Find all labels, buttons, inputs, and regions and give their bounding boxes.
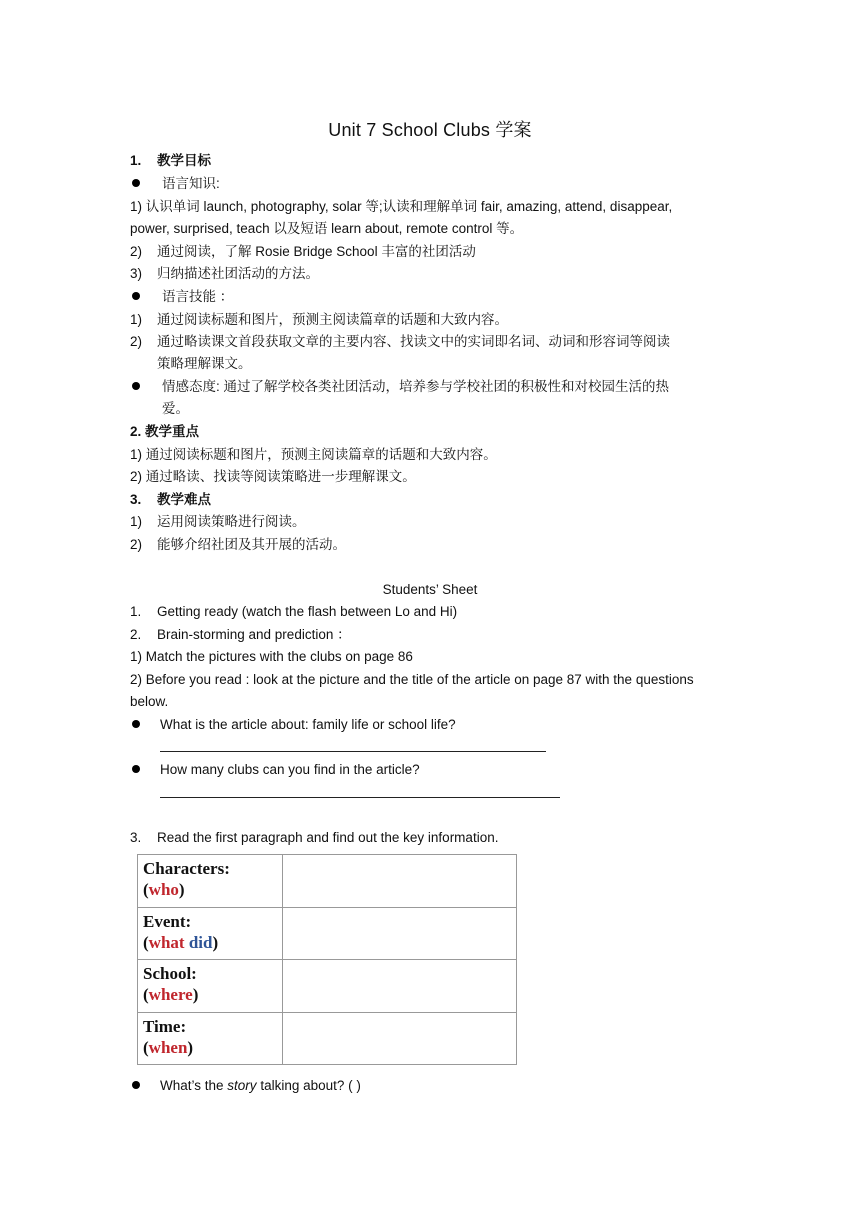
item-number: 1) xyxy=(130,312,143,327)
step-number: 3. xyxy=(130,830,142,845)
keyword: where xyxy=(148,985,193,1004)
step-text: Read the first paragraph and find out the key information. xyxy=(157,830,499,845)
difficulty-item xyxy=(130,536,346,554)
keyword: when xyxy=(148,1037,188,1057)
answer-line-2[interactable] xyxy=(160,797,560,798)
table-row xyxy=(138,1012,517,1065)
keyword: who xyxy=(148,880,179,899)
question-text: talking about? ( ) xyxy=(256,1078,361,1093)
section-title: 教学难点 xyxy=(157,492,211,507)
skill-item xyxy=(130,311,508,329)
paren: ) xyxy=(212,932,219,952)
keyword: what xyxy=(148,932,185,952)
row-label: Event: xyxy=(143,911,192,931)
row-label: Time: xyxy=(143,1016,187,1036)
paren: ) xyxy=(178,880,185,899)
students-sheet-title: Students’ Sheet xyxy=(382,582,478,597)
table-row xyxy=(138,907,517,960)
item-number: 1) xyxy=(130,514,143,529)
keyword-secondary: did xyxy=(188,932,213,952)
sheet-step-2-2: 2) Before you read : look at the picture and the title of the article on page 87 with the questions xyxy=(130,672,694,687)
bullet-icon xyxy=(130,1077,140,1087)
paren: ( xyxy=(143,932,149,952)
step-text: Brain-storming and prediction ： xyxy=(157,627,351,642)
sheet-step-1 xyxy=(130,603,457,621)
bullet-icon xyxy=(130,378,140,388)
answer-line-1[interactable] xyxy=(160,751,546,752)
item-text: 归纳描述社团活动的方法。 xyxy=(157,266,319,281)
item-number: 2) xyxy=(130,334,143,349)
row-label-cell xyxy=(138,1012,283,1065)
key-point-item: 2) 通过略读、找读等阅读策略进一步理解课文。 xyxy=(130,469,416,484)
skill-item-continued: 策略理解课文。 xyxy=(157,356,252,371)
language-knowledge-label: 语言知识: xyxy=(162,176,220,191)
question-emphasis: story xyxy=(227,1078,257,1093)
item-number: 2) xyxy=(130,537,143,552)
sheet-step-2-1: 1) Match the pictures with the clubs on page 86 xyxy=(130,649,413,664)
sheet-step-3 xyxy=(130,829,498,847)
paren: ( xyxy=(143,1037,149,1057)
page-title: Unit 7 School Clubs 学案 xyxy=(328,120,532,140)
item-text: 运用阅读策略进行阅读。 xyxy=(157,514,306,529)
section-number: 3. xyxy=(130,492,142,507)
item-number: 3) xyxy=(130,266,143,281)
objective-text: power, surprised, teach 以及短语 learn about, remote control 等。 xyxy=(130,221,524,236)
step-number: 1. xyxy=(130,604,142,619)
question-3 xyxy=(160,1077,361,1095)
attitude-text: 爱。 xyxy=(162,401,189,416)
row-label-cell xyxy=(138,907,283,960)
question-2: How many clubs can you find in the article? xyxy=(160,762,420,777)
table-row xyxy=(138,960,517,1013)
item-text: 通过阅读，了解 Rosie Bridge School 丰富的社团活动 xyxy=(157,244,476,259)
item-number: 2) xyxy=(130,244,143,259)
key-information-table xyxy=(137,854,517,1065)
sheet-step-2-2-continued: below. xyxy=(130,694,169,709)
paren: ( xyxy=(143,880,149,899)
paren: ) xyxy=(192,985,199,1004)
answer-cell[interactable] xyxy=(283,960,517,1013)
question-text: What’s the xyxy=(160,1078,228,1093)
question-1: What is the article about: family life or school life? xyxy=(160,717,456,732)
bullet-icon xyxy=(130,175,140,185)
item-text: 通过略读课文首段获取文章的主要内容、找读文中的实词即名词、动词和形容词等阅读 xyxy=(157,334,670,349)
skill-item xyxy=(130,333,670,351)
answer-cell[interactable] xyxy=(283,1012,517,1065)
table-row xyxy=(138,855,517,908)
row-label: School: xyxy=(143,964,197,983)
item-text: 能够介绍社团及其开展的活动。 xyxy=(157,537,346,552)
row-label-cell xyxy=(138,855,283,908)
row-label-cell xyxy=(138,960,283,1013)
section-number: 1. xyxy=(130,153,142,168)
bullet-icon xyxy=(130,761,140,771)
section-2-heading: 2. 教学重点 xyxy=(130,424,200,439)
paren: ) xyxy=(187,1037,194,1057)
section-1-heading xyxy=(130,152,211,170)
attitude-text: 情感态度: 通过了解学校各类社团活动，培养参与学校社团的积极性和对校园生活的热 xyxy=(162,379,670,394)
paren: ( xyxy=(143,985,149,1004)
step-number: 2. xyxy=(130,627,142,642)
language-skills-label: 语言技能 ： xyxy=(162,289,234,304)
answer-cell[interactable] xyxy=(283,855,517,908)
objective-text: 1) 认识单词 launch, photography, solar 等;认读和理解单词 fair, amazing, attend, disappear, xyxy=(130,199,673,214)
section-title: 教学目标 xyxy=(157,153,211,168)
objective-item xyxy=(130,243,476,261)
step-text: Getting ready (watch the flash between Lo and Hi) xyxy=(157,604,458,619)
objective-item xyxy=(130,265,319,283)
sheet-step-2 xyxy=(130,626,351,644)
bullet-icon xyxy=(130,716,140,726)
section-3-heading xyxy=(130,491,211,509)
bullet-icon xyxy=(130,288,140,298)
answer-cell[interactable] xyxy=(283,907,517,960)
key-point-item: 1) 通过阅读标题和图片，预测主阅读篇章的话题和大致内容。 xyxy=(130,447,497,462)
item-text: 通过阅读标题和图片，预测主阅读篇章的话题和大致内容。 xyxy=(157,312,508,327)
row-label: Characters: xyxy=(143,859,230,878)
difficulty-item xyxy=(130,513,306,531)
